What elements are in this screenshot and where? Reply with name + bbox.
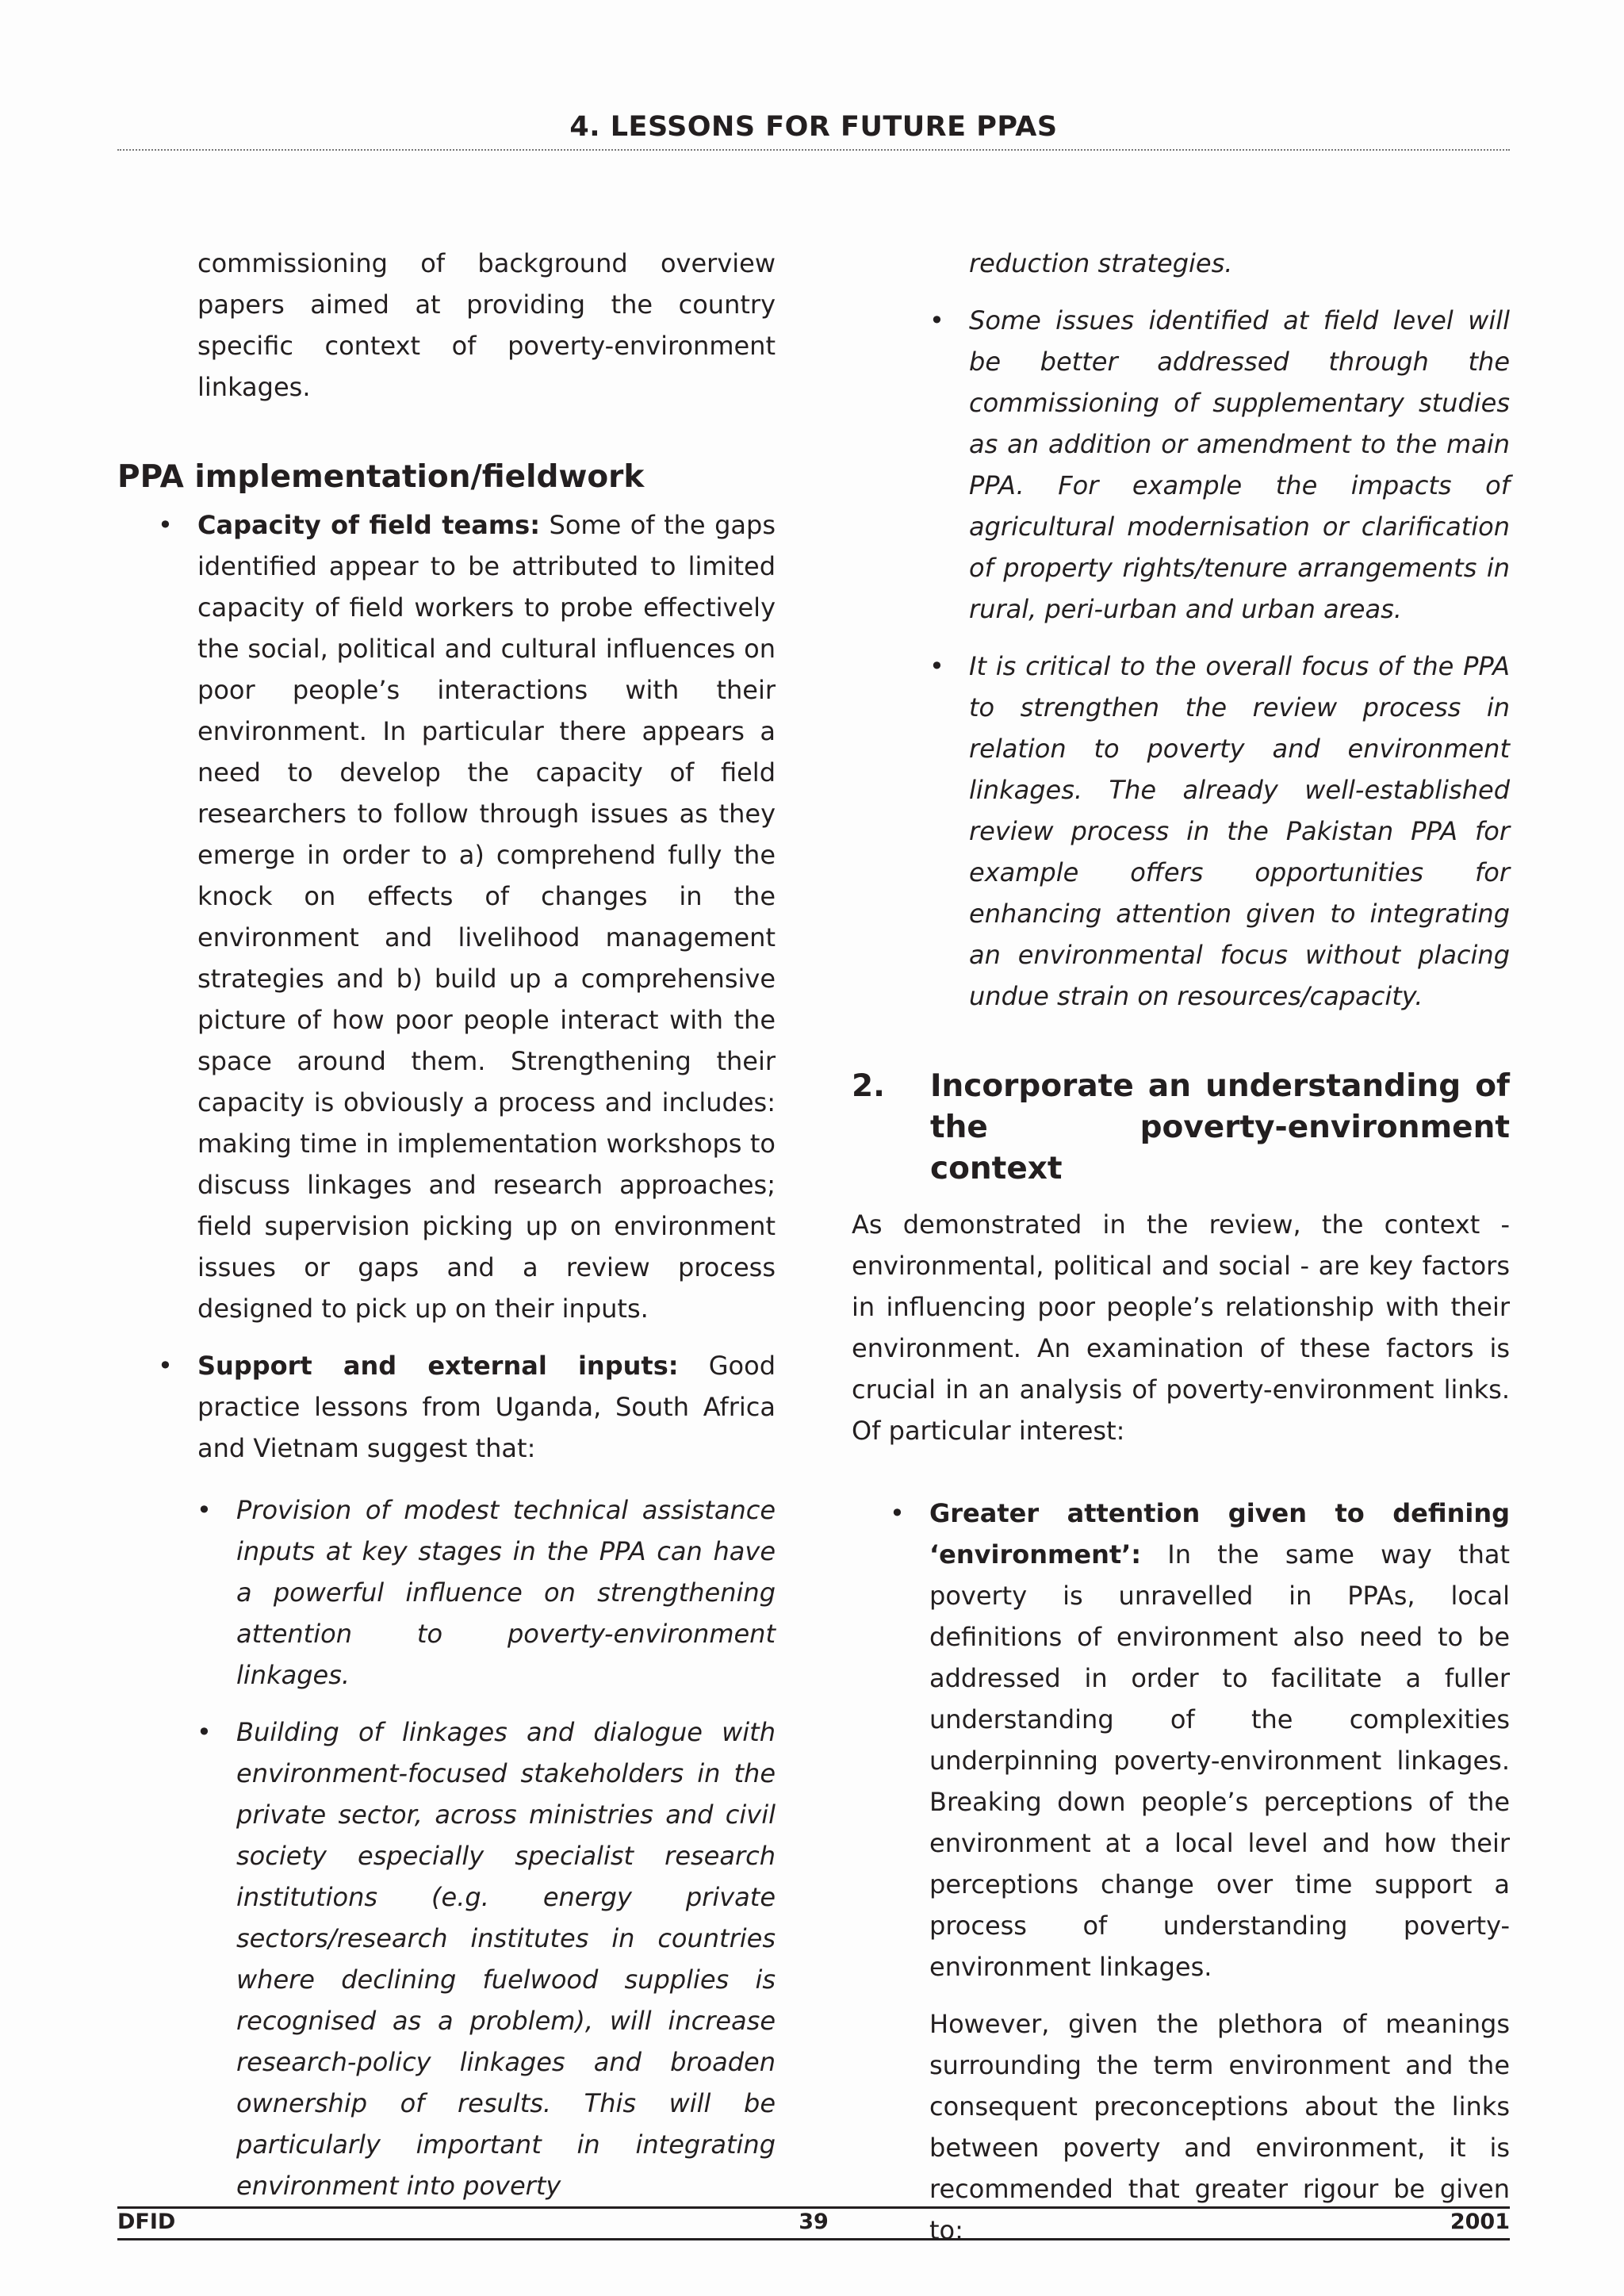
bullet-icon: •: [197, 1495, 212, 1525]
sub-bullet-text: Building of linkages and dialogue with environment-focused stakeholders in the private sector, across ministries and civil society especially specialist research institutions (e.g. energy private sectors/research institutes in countries where declining fuelwood supplies is recognised as a problem), will increase research-policy linkages and broaden ownership of results. This will be particularly important in integrating environment into poverty: [236, 1717, 776, 2201]
closing-paragraph: However, given the plethora of meanings surrounding the term environment and the consequent preconceptions about the links between poverty and environment, it is recommended that greater rigour be given to:: [929, 2009, 1510, 2245]
page-footer: [117, 2210, 1510, 2237]
continuation-text: reduction strategies.: [969, 248, 1233, 278]
context-paragraph: As demonstrated in the review, the context - environmental, political and social - are key factors in influencing poor people’s relationship with their environment. An examination of these factors is crucial in an analysis of poverty-environment links. Of particular interest:: [852, 1209, 1510, 1446]
list-item: [929, 300, 1510, 630]
fieldwork-bullet-list: [117, 504, 776, 1469]
page-header-title: 4. LESSONS FOR FUTURE PPAS: [569, 111, 1058, 143]
left-column: [117, 243, 776, 2222]
sub-bullet-text: It is critical to the overall focus of the PPA to strengthen the review process in relation to poverty and environment linkages. The already well-established review process in the Pakistan PPA for example offers opportunities for enhancing attention given to integrating an environmental focus without placing undue strain on resources/capacity.: [969, 651, 1510, 1011]
sub-bullet-list: [117, 1489, 776, 2206]
footer-divider-bottom: [117, 2238, 1510, 2240]
context-bullet-list: [852, 1493, 1510, 1987]
page-number: 39: [799, 2210, 829, 2234]
bullet-icon: •: [890, 1498, 905, 1528]
list-item: [158, 504, 776, 1329]
footer-publisher: DFID: [117, 2210, 176, 2234]
section-number: 2.: [852, 1068, 885, 1104]
header-divider: [117, 149, 1510, 151]
list-item: [890, 1493, 1510, 1987]
footer-year: 2001: [1450, 2210, 1510, 2234]
list-item: [158, 1345, 776, 1469]
bullet-icon: •: [929, 305, 944, 335]
footer-divider-top: [117, 2206, 1510, 2209]
bullet-icon: •: [197, 1717, 212, 1747]
section-2-heading: [852, 1066, 1510, 1190]
bullet-text: Some of the gaps identified appear to be attributed to limited capacity of field workers to probe effectively the social, political and cultural influences on poor people’s interactions with their environment. In particular there appears a need to develop the capacity of field researchers to follow through issues as they emerge in order to a) comprehend fully the knock on effects of changes in the environment and livelihood management strategies and b) build up a comprehensive picture of how poor people interact with the space around them. Strengthening their capacity is obviously a process and includes: making time in implementation workshops to discuss linkages and research approaches; field supervision picking up on environment issues or gaps and a review process designed to pick up on their inputs.: [197, 510, 776, 1324]
bullet-text: Good practice lessons from Uganda, South Africa and Vietnam suggest that:: [197, 1351, 776, 1463]
bullet-lead: Greater attention given to defining ‘environment’:: [929, 1498, 1510, 1570]
bullet-icon: •: [929, 651, 944, 681]
bullet-lead: Capacity of field teams:: [197, 510, 541, 540]
list-item: [929, 646, 1510, 1017]
bullet-icon: •: [158, 510, 173, 540]
right-column: [852, 243, 1510, 2251]
bullet-icon: •: [158, 1351, 173, 1381]
sub-bullet-list-continued: [852, 300, 1510, 1017]
list-item: [197, 1489, 776, 1696]
bullet-lead: Support and external inputs:: [197, 1351, 679, 1381]
sub-bullet-text: Some issues identified at field level will be better addressed through the commissioning of supplementary studies as an addition or amendment to the main PPA. For example the impacts of agricultural modernisation or clarification of property rights/tenure arrangements in rural, peri-urban and urban areas.: [969, 305, 1510, 624]
list-item: [197, 1711, 776, 2206]
section-title: Incorporate an understanding of the poverty-environment context: [930, 1068, 1510, 1186]
bullet-text: In the same way that poverty is unravelled in PPAs, local definitions of environment also need to be addressed in order to facilitate a fuller understanding of the complexities underpinning poverty-environment linkages. Breaking down people’s perceptions of the environment at a local level and how their perceptions change over time support a process of understanding poverty-environment linkages.: [929, 1539, 1510, 1982]
section-heading-ppa-implementation: PPA implementation/fieldwork: [117, 459, 645, 495]
intro-paragraph: commissioning of background overview papers aimed at providing the country specific context of poverty-environment linkages.: [197, 248, 776, 402]
sub-bullet-text: Provision of modest technical assistance inputs at key stages in the PPA can have a powerful influence on strengthening attention to poverty-environment linkages.: [236, 1495, 776, 1690]
